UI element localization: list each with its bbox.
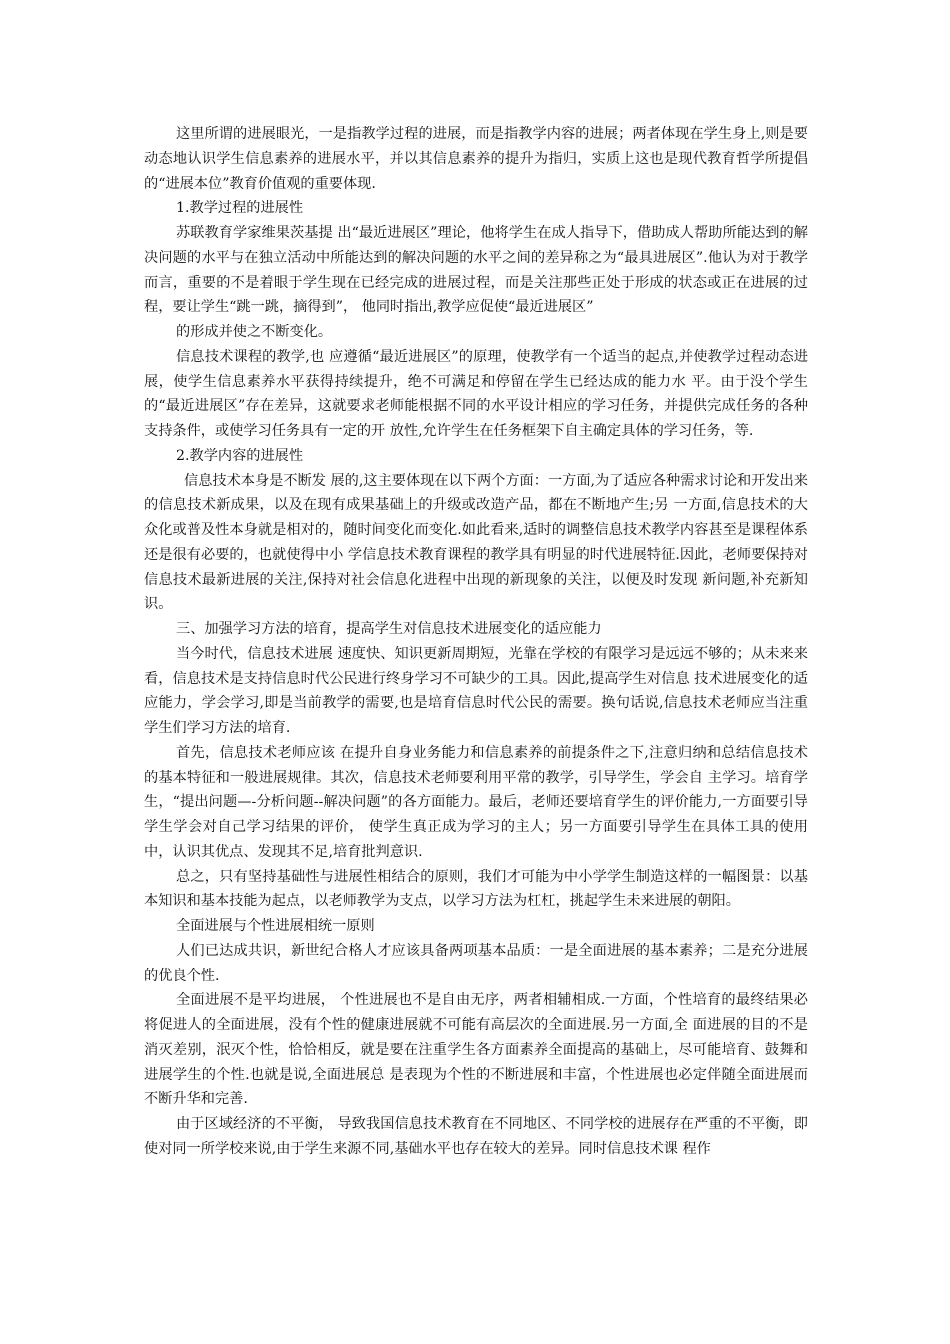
paragraph-first-teachers: 首先，信息技术老师应该 在提升自身业务能力和信息素养的前提条件之下,注意归纳和总结信息技术的基本特征和一般进展规律。其次，信息技术老师要利用平常的教学，引导学生，学会自 主学习。培育学生，“提出问题—-分析问题--解决问题”的各方面能力。最后，老师还要培育学生的评价能力,一方面要引导学生学会对自己学习结果的评价， 使学生真正成为学习的主人；另一方面要引导学生在具体工具的使用中，认识其优点、发现其不足,培育批判意识. bbox=[144, 744, 808, 860]
section-heading-unity-principle: 全面进展与个性进展相统一原则 bbox=[176, 918, 375, 934]
paragraph-it-course-teaching: 信息技术课程的教学,也 应遵循“最近进展区”的原理，使教学有一个适当的起点,并使教学过程动态进展，使学生信息素养水平获得持续提升，绝不可满足和停留在学生已经达成的能力水 平。由于没个学生的“最近进展区”存在差异，这就要求老师能根据不同的水平设计相应的学习任务，并提供完成任务的各种支持条件，或使学习任务具有一定的开 放性,允许学生在任务框架下自主确定具体的学习任务，等. bbox=[144, 348, 808, 439]
paragraph-vygotsky: 苏联教育学家维果茨基提 出“最近进展区”理论，他将学生在成人指导下，借助成人帮助所能达到的解决问题的水平与在独立活动中所能达到的解决问题的水平之间的差异称之为“最具进展区”.他认为对于教学而言，重要的不是着眼于学生现在已经完成的进展过程，而是关注那些正处于形成的状态或正在进展的过程，要让学生“跳一跳，摘得到”， 他同时指出,教学应促使“最近进展区” bbox=[144, 225, 808, 316]
section-heading-teaching-content: 2.教学内容的进展性 bbox=[176, 447, 304, 464]
paragraph-consensus: 人们已达成共识，新世纪合格人才应该具备两项基本品质：一是全面进展的基本素养；二是充分进展的优良个性. bbox=[144, 942, 808, 984]
paragraph-it-development: 信息技术本身是不断发 展的,这主要体现在以下两个方面：一方面,为了适应各种需求讨论和开发出来的信息技术新成果，以及在现有成果基础上的升级或改造产品，都在不断地产生;另 一方面,信息技术的大众化或普及性本身就是相对的，随时间变化而变化.如此看来,适时的调整信息技术教学内容甚至是课程体系还是很有必要的，也就使得中小 学信息技术教育课程的教学具有明显的时代进展特征.因此，老师要保持对信息技术最新进展的关注,保持对社会信息化进程中出现的新现象的关注，以便及时发现 新问题,补充新知识。 bbox=[144, 472, 808, 613]
paragraph-regional-imbalance: 由于区域经济的不平衡， 导致我国信息技术教育在不同地区、不同学校的进展存在严重的不平衡，即使对同一所学校来说,由于学生来源不同,基础水平也存在较大的差异。同时信息技术课 程作 bbox=[144, 1116, 808, 1157]
section-heading-learning-methods: 三、加强学习方法的培育，提高学生对信息技术进展变化的适应能力 bbox=[176, 621, 602, 637]
paragraph-current-era: 当今时代，信息技术进展 速度快、知识更新周期短，光靠在学校的有限学习是远远不够的；从未来来看，信息技术是支持信息时代公民进行终身学习不可缺少的工具。因此,提高学生对信息 技术进展变化的适应能力，学会学习,即是当前教学的需要,也是培育信息时代公民的需要。换句话说,信息技术老师应当注重学生们学习方法的培育. bbox=[144, 645, 808, 736]
paragraph-in-summary: 总之，只有坚持基础性与进展性相结合的原则，我们才可能为中小学学生制造这样的一幅图景：以基本知识和基本技能为起点，以老师教学为支点，以学习方法为杠杠，挑起学生未来进展的朝阳。 bbox=[144, 868, 808, 910]
paragraph-continuation: 的形成并使之不断变化。 bbox=[176, 324, 333, 340]
paragraph-intro: 这里所谓的进展眼光，一是指教学过程的进展，而是指教学内容的进展；两者体现在学生身上,则是要动态地认识学生信息素养的进展水平，并以其信息素养的提升为指归，实质上这也是现代教育哲学所提倡的“进展本位”教育价值观的重要体现. bbox=[144, 126, 808, 192]
section-heading-teaching-process: 1.教学过程的进展性 bbox=[176, 200, 304, 217]
document-body bbox=[144, 122, 808, 1162]
paragraph-all-round-development: 全面进展不是平均进展， 个性进展也不是自由无序，两者相辅相成.一方面，个性培育的最终结果必将促进人的全面进展，没有个性的健康进展就不可能有高层次的全面进展.另一方面,全 面进展的目的不是消灭差别，泯灭个性，恰恰相反，就是要在注重学生各方面素养全面提高的基础上，尽可能培育、鼓舞和进展学生的个性.也就是说,全面进展总 是表现为个性的不断进展和丰富，个性进展也必定伴随全面进展而不断升华和完善. bbox=[144, 992, 808, 1108]
